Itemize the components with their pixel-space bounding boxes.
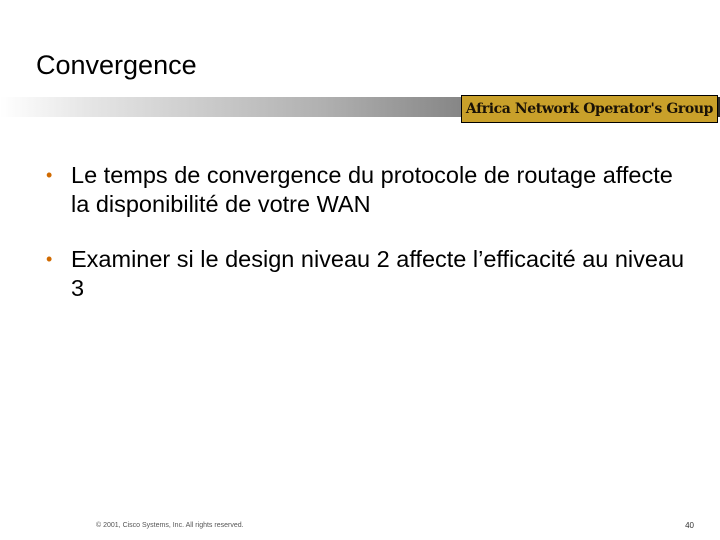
bullet-item xyxy=(46,161,686,219)
footer-copyright: © 2001, Cisco Systems, Inc. All rights reserved. xyxy=(96,522,244,529)
page-number: 40 xyxy=(685,521,694,530)
bullet-marker: • xyxy=(46,165,53,185)
slide-title: Convergence xyxy=(36,50,197,80)
bullet-list xyxy=(46,161,686,329)
bullet-text: Le temps de convergence du protocole de routage affecte la disponibilité de votre WAN xyxy=(71,162,673,217)
bullet-item xyxy=(46,245,686,303)
bullet-text: Examiner si le design niveau 2 affecte l’efficacité au niveau 3 xyxy=(71,246,685,301)
bullet-marker: • xyxy=(46,249,53,269)
afnog-logo: Africa Network Operator's Group xyxy=(461,95,718,123)
